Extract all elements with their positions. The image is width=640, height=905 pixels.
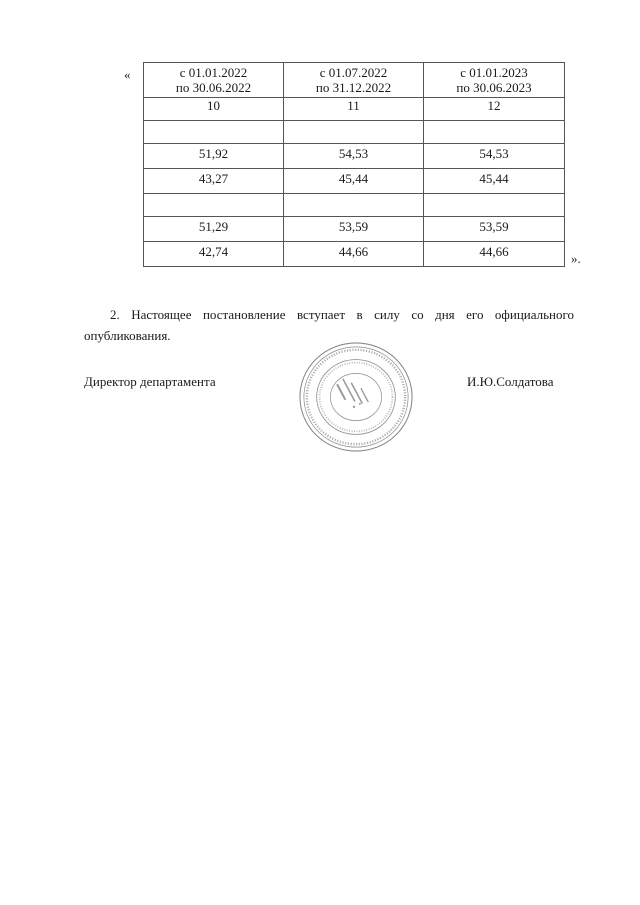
table-cell: 53,59 — [424, 217, 565, 242]
table-cell: 54,53 — [284, 144, 424, 169]
table-cell: 44,66 — [424, 242, 565, 267]
table-cell — [284, 121, 424, 144]
period-start: с 01.01.2023 — [460, 65, 528, 80]
period-end: по 30.06.2022 — [175, 80, 252, 95]
tariff-table — [143, 62, 565, 267]
table-row — [144, 242, 565, 267]
official-seal-icon — [297, 338, 415, 456]
period-start: с 01.07.2022 — [319, 65, 388, 80]
table-header-row — [144, 63, 565, 98]
column-number: 10 — [144, 98, 284, 121]
table-cell: 51,29 — [144, 217, 284, 242]
signatory-name: И.Ю.Солдатова — [467, 374, 554, 389]
table-cell — [284, 194, 424, 217]
column-number: 11 — [284, 98, 424, 121]
column-number-row — [144, 98, 565, 121]
table-row — [144, 121, 565, 144]
table-cell: 42,74 — [144, 242, 284, 267]
period-header-2 — [284, 63, 424, 98]
table-cell — [144, 121, 284, 144]
table-cell: 51,92 — [144, 144, 284, 169]
table-cell: 45,44 — [424, 169, 565, 194]
table-cell: 45,44 — [284, 169, 424, 194]
table-row — [144, 194, 565, 217]
table-row — [144, 217, 565, 242]
period-end: по 30.06.2023 — [456, 80, 532, 95]
period-header-3 — [424, 63, 565, 98]
signatory-title: Директор департамента — [84, 374, 216, 389]
effective-date-paragraph: 2. Настоящее постановление вступает в силу со дня его официального опубликования. — [84, 307, 574, 343]
table-row — [144, 144, 565, 169]
period-start: с 01.01.2022 — [179, 65, 248, 80]
table-cell: 54,53 — [424, 144, 565, 169]
table-cell — [424, 194, 565, 217]
table-cell — [144, 194, 284, 217]
table-cell — [424, 121, 565, 144]
table-row — [144, 169, 565, 194]
table-cell: 53,59 — [284, 217, 424, 242]
column-number: 12 — [424, 98, 565, 121]
table-cell: 44,66 — [284, 242, 424, 267]
opening-quote: « — [124, 67, 131, 82]
period-header-1 — [144, 63, 284, 98]
table-cell: 43,27 — [144, 169, 284, 194]
period-end: по 31.12.2022 — [315, 80, 392, 95]
closing-quote: ». — [571, 251, 581, 266]
